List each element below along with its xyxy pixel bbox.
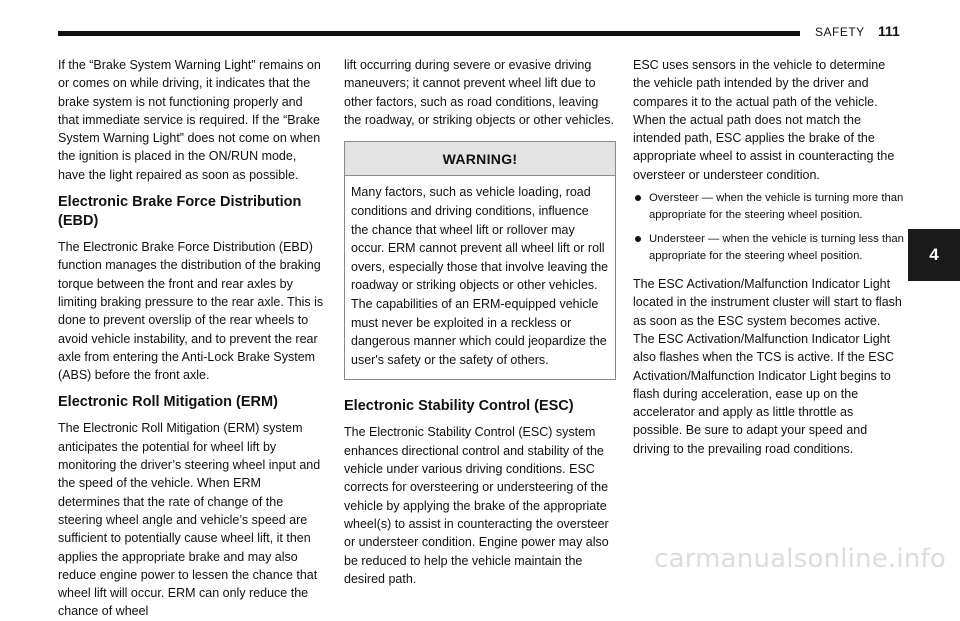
bullet-understeer: [633, 231, 905, 265]
ebd-heading: Electronic Brake Force Distribution (EBD): [58, 194, 302, 230]
bullet-dot-icon: [635, 195, 641, 201]
indicator-paragraph-1: The ESC Activation/Malfunction Indicator Light located in the instrument cluster will start to flash as soon as the ESC system becomes active.: [633, 277, 902, 328]
ebd-paragraph: The Electronic Brake Force Distribution (EBD) function manages the distribution of the braking torque between the front and rear axles by limiting braking pressure to the rear axle. This is done to prevent overslip of the rear wheels to avoid vehicle instability, and to prevent the rear axle from entering the Anti-Lock Brake System (ABS) before the front axle.: [58, 240, 324, 383]
erm-heading: Electronic Roll Mitigation (ERM): [58, 394, 278, 411]
bullet-dot-icon: [635, 236, 641, 242]
watermark: carmanualsonline.info: [654, 544, 946, 574]
column-right: [633, 56, 905, 458]
erm-continuation-paragraph: lift occurring during severe or evasive driving maneuvers; it cannot prevent wheel lift due to other factors, such as road conditions, leaving the roadway, or striking objects or other vehicles.: [344, 58, 615, 127]
esc-sensors-paragraph: ESC uses sensors in the vehicle to determine the vehicle path intended by the driver and compares it to the actual path of the vehicle. When the actual path does not match the intended path, ESC applies the brake of the appropriate wheel to assist in counteracting the oversteer or understeer condition.: [633, 58, 895, 182]
column-middle: [344, 56, 616, 588]
header-rule: [58, 31, 800, 36]
bullet-oversteer-text: Oversteer — when the vehicle is turning more than appropriate for the steering wheel position.: [649, 192, 904, 222]
warning-text: Many factors, such as vehicle loading, road conditions and driving conditions, influence the chance that wheel lift or rollover may occur. ERM cannot prevent all wheel lift or roll overs, especially those that involve leaving the roadway or striking objects or other vehicles. The capabilities of an ERM-equipped vehicle must never be exploited in a reckless or dangerous manner which could jeopardize the user's safety or the safety of others.: [351, 185, 609, 367]
bullet-understeer-text: Understeer — when the vehicle is turning less than appropriate for the steering wheel position.: [649, 233, 904, 263]
esc-heading: Electronic Stability Control (ESC): [344, 398, 574, 415]
bullet-oversteer: [633, 190, 905, 224]
warning-title: WARNING!: [345, 142, 615, 176]
brake-warning-paragraph: If the “Brake System Warning Light” remains on or comes on while driving, it indicates that the brake system is not functioning properly and that immediate service is required. If the “Brake System Warning Light” does not come on when the ignition is placed in the ON/RUN mode, have the light repaired as soon as possible.: [58, 58, 321, 182]
section-title: SAFETY: [815, 25, 865, 39]
esc-paragraph: The Electronic Stability Control (ESC) system enhances directional control and stability of the vehicle under various driving conditions. ESC corrects for oversteering or understeering of the vehicle by applying the brake of the appropriate wheel(s) to assist in counteracting the oversteer or understeer condition. Engine power may also be reduced to help the vehicle maintain the desired path.: [344, 425, 609, 586]
erm-paragraph: The Electronic Roll Mitigation (ERM) system anticipates the potential for wheel lift by monitoring the driver’s steering wheel input and the speed of the vehicle. When ERM determines that the rate of change of the steering wheel angle and vehicle’s speed are sufficient to potentially cause wheel lift, it then applies the appropriate brake and may also reduce engine power to lessen the chance that wheel lift will occur. ERM can only reduce the chance of wheel: [58, 421, 321, 619]
indicator-paragraph-2: The ESC Activation/Malfunction Indicator Light also flashes when the TCS is active. If the ESC Activation/Malfunction Indicator Light begins to flash during acceleration, ease up on the accelerator and apply as little throttle as possible. Be sure to adapt your speed and driving to the prevailing road conditions.: [633, 331, 895, 456]
steer-bullet-list: [633, 190, 905, 265]
warning-box: [344, 141, 616, 380]
column-left: [58, 56, 324, 621]
page-number: 111: [878, 23, 900, 39]
chapter-tab: 4: [908, 229, 960, 281]
